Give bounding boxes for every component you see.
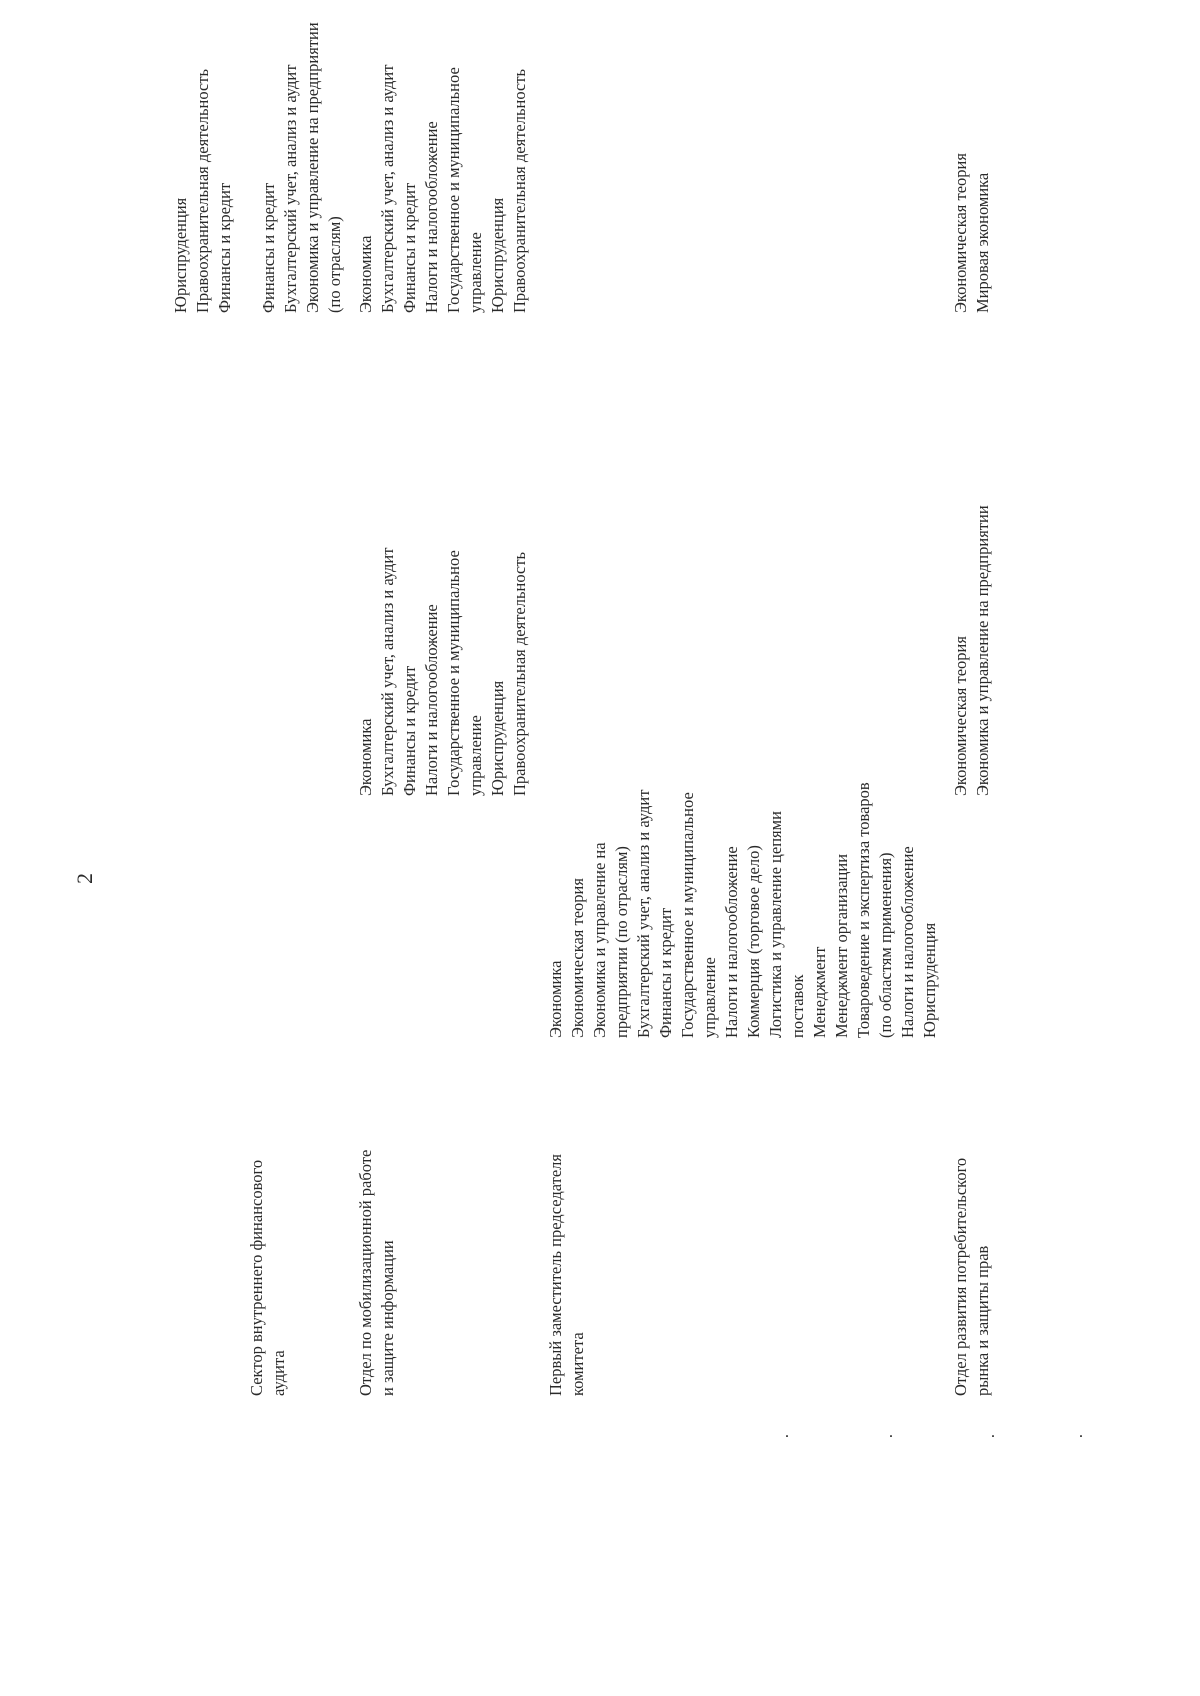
department-name: Первый заместитель председателя комитета xyxy=(546,1154,587,1396)
specialties-list: Экономическая теория Мировая экономика xyxy=(951,153,992,313)
row-number: . xyxy=(1067,1433,1086,1439)
row-number: . xyxy=(773,1433,792,1439)
specialties-list: Юриспруденция Правоохранительная деятельность Финансы и кредит Финансы и кредит Бухгалтерский учет, анализ и аудит Экономика и управление на предприятии (по отраслям) xyxy=(171,22,344,313)
specialties-list: Экономическая теория Экономика и управление на предприятии xyxy=(951,505,992,796)
specialties-list: Экономика Экономическая теория Экономика и управление на предприятии (по отраслям) Бухгалтерский учет, анализ и аудит Финансы и кредит Государственное и муниципальное управление Налоги и налогообложение Коммерция (торговое дело) Логистика и управление цепями поставок Менеджмент Менеджмент организации Товароведение и экспертиза товаров (по областям применения) Налоги и налогообложение Юриспруденция xyxy=(546,782,939,1038)
specialties-list: Экономика Бухгалтерский учет, анализ и аудит Финансы и кредит Налоги и налогообложение Государственное и муниципальное управление Юриспруденция Правоохранительная деятельность xyxy=(356,64,529,313)
row-number: . xyxy=(877,1433,896,1439)
specialties-list: Экономика Бухгалтерский учет, анализ и аудит Финансы и кредит Налоги и налогообложение Государственное и муниципальное управление Юриспруденция Правоохранительная деятельность xyxy=(356,547,529,796)
department-name: Отдел по мобилизационной работе и защите информации xyxy=(356,1149,397,1396)
row-number: . xyxy=(979,1433,998,1439)
page-number: 2 xyxy=(72,873,97,884)
department-name: Сектор внутреннего финансового аудита xyxy=(247,1159,288,1396)
department-name: Отдел развития потребительского рынка и защиты прав xyxy=(951,1157,992,1396)
